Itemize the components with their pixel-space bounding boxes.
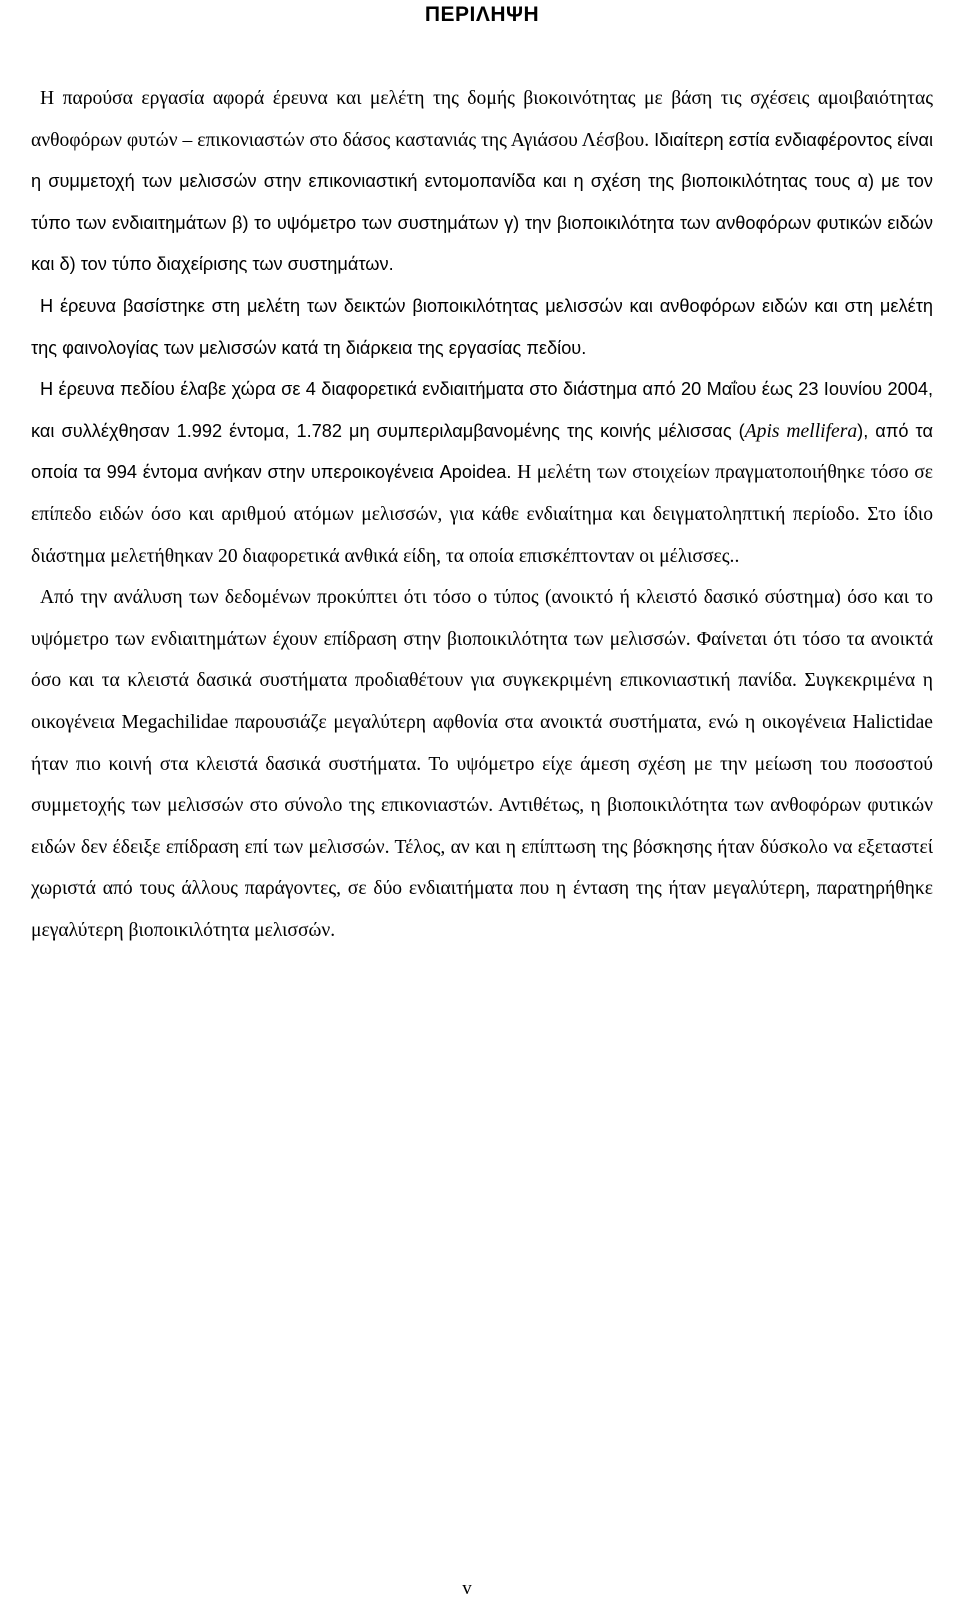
family-name-halictidae: Halictidae — [852, 711, 933, 733]
document-page — [31, 0, 933, 951]
family-name-megachilidae: Megachilidae — [121, 711, 229, 733]
page-number: v — [462, 1578, 472, 1599]
paragraph-3-part-1: Η έρευνα πεδίου έλαβε χώρα σε 4 διαφορετικά ενδιαιτήματα στο διάστημα από 20 Μαΐου έως 23 Ιουνίου 2004, και συλλέχθησαν 1.992 έντομα, 1.782 μη συμπεριλαμβανομένης της κοινής μέλισσας ( — [31, 379, 933, 441]
paragraph-1-sentence-1: Η παρούσα εργασία αφορά έρευνα και μελέτη της δομής βιοκοινότητας με βάση τις σχέσεις αμοιβαιότητας ανθοφόρων φυτών – επικονιαστών στο δάσος καστανιάς της Αγιάσου Λέσβου. — [31, 88, 933, 151]
abstract-body — [31, 78, 933, 951]
paragraph-4-part-1: Από την ανάλυση των δεδομένων προκύπτει ότι τόσο ο τύπος (ανοικτό ή κλειστό δασικό σύστημα) όσο και το υψόμετρο των ενδιαιτημάτων έχουν επίδραση στην βιοποικιλότητα των μελισσών. Φαίνεται ότι τόσο τα ανοικτά όσο και τα κλειστά δασικά συστήματα προδιαθέτουν για συγκεκριμένη επικονιαστική πανίδα. Συγκεκριμένα η οικογένεια — [31, 587, 933, 733]
abstract-paragraph-4 — [31, 577, 933, 951]
paragraph-3-part-3: Η μελέτη των στοιχείων πραγματοποιήθηκε τόσο σε επίπεδο ειδών όσο και αριθμού ατόμων μελισσών, για κάθε ενδιαίτημα και δειγματοληπτική περίοδο. Στο ίδιο διάστημα μελετήθηκαν 20 διαφορετικά ανθικά είδη, τα οποία επισκέπτονταν οι μέλισσες.. — [31, 462, 933, 567]
abstract-paragraph-1 — [31, 78, 933, 286]
species-name: Apis mellifera — [744, 420, 858, 442]
paragraph-4-part-2: παρουσιάζε μεγαλύτερη αφθονία στα ανοικτά συστήματα, ενώ η οικογένεια — [228, 711, 853, 733]
abstract-paragraph-2: Η έρευνα βασίστηκε στη μελέτη των δεικτών βιοποικιλότητας μελισσών και ανθοφόρων ειδών και στη μελέτη της φαινολογίας των μελισσών κατά τη διάρκεια της εργασίας πεδίου. — [31, 295, 933, 358]
page-title: ΠΕΡΙΛΗΨΗ — [424, 3, 540, 26]
paragraph-1-sentence-2: Ιδιαίτερη εστία ενδιαφέροντος είναι η συμμετοχή των μελισσών στην επικονιαστική εντομοπανίδα και η σχέση της βιοποικιλότητας τους α) με τον τύπο των ενδιαιτημάτων β) το υψόμετρο των συστημάτων γ) την βιοποικιλότητα των ανθοφόρων φυτικών ειδών και δ) τον τύπο διαχείρισης των συστημάτων. — [31, 129, 933, 275]
abstract-paragraph-3 — [31, 369, 933, 577]
paragraph-4-part-3: ήταν πιο κοινή στα κλειστά δασικά συστήματα. Το υψόμετρο είχε άμεση σχέση με την μείωση του ποσοστού συμμετοχής των μελισσών στο σύνολο της επικονιαστών. Αντιθέτως, η βιοποικιλότητα των ανθοφόρων φυτικών ειδών δεν έδειξε επίδραση επί των μελισσών. Τέλος, αν και η επίπτωση της βόσκησης ήταν δύσκολο να εξεταστεί χωριστά από τους άλλους παράγοντες, σε δύο ενδιαιτήματα που η ένταση της ήταν μεγαλύτερη, παρατηρήθηκε μεγαλύτερη βιοποικιλότητα μελισσών. — [31, 753, 933, 941]
paragraph-3-part-2: ), από τα οποία τα 994 έντομα ανήκαν στην υπεροικογένεια Apoidea. — [31, 420, 933, 483]
